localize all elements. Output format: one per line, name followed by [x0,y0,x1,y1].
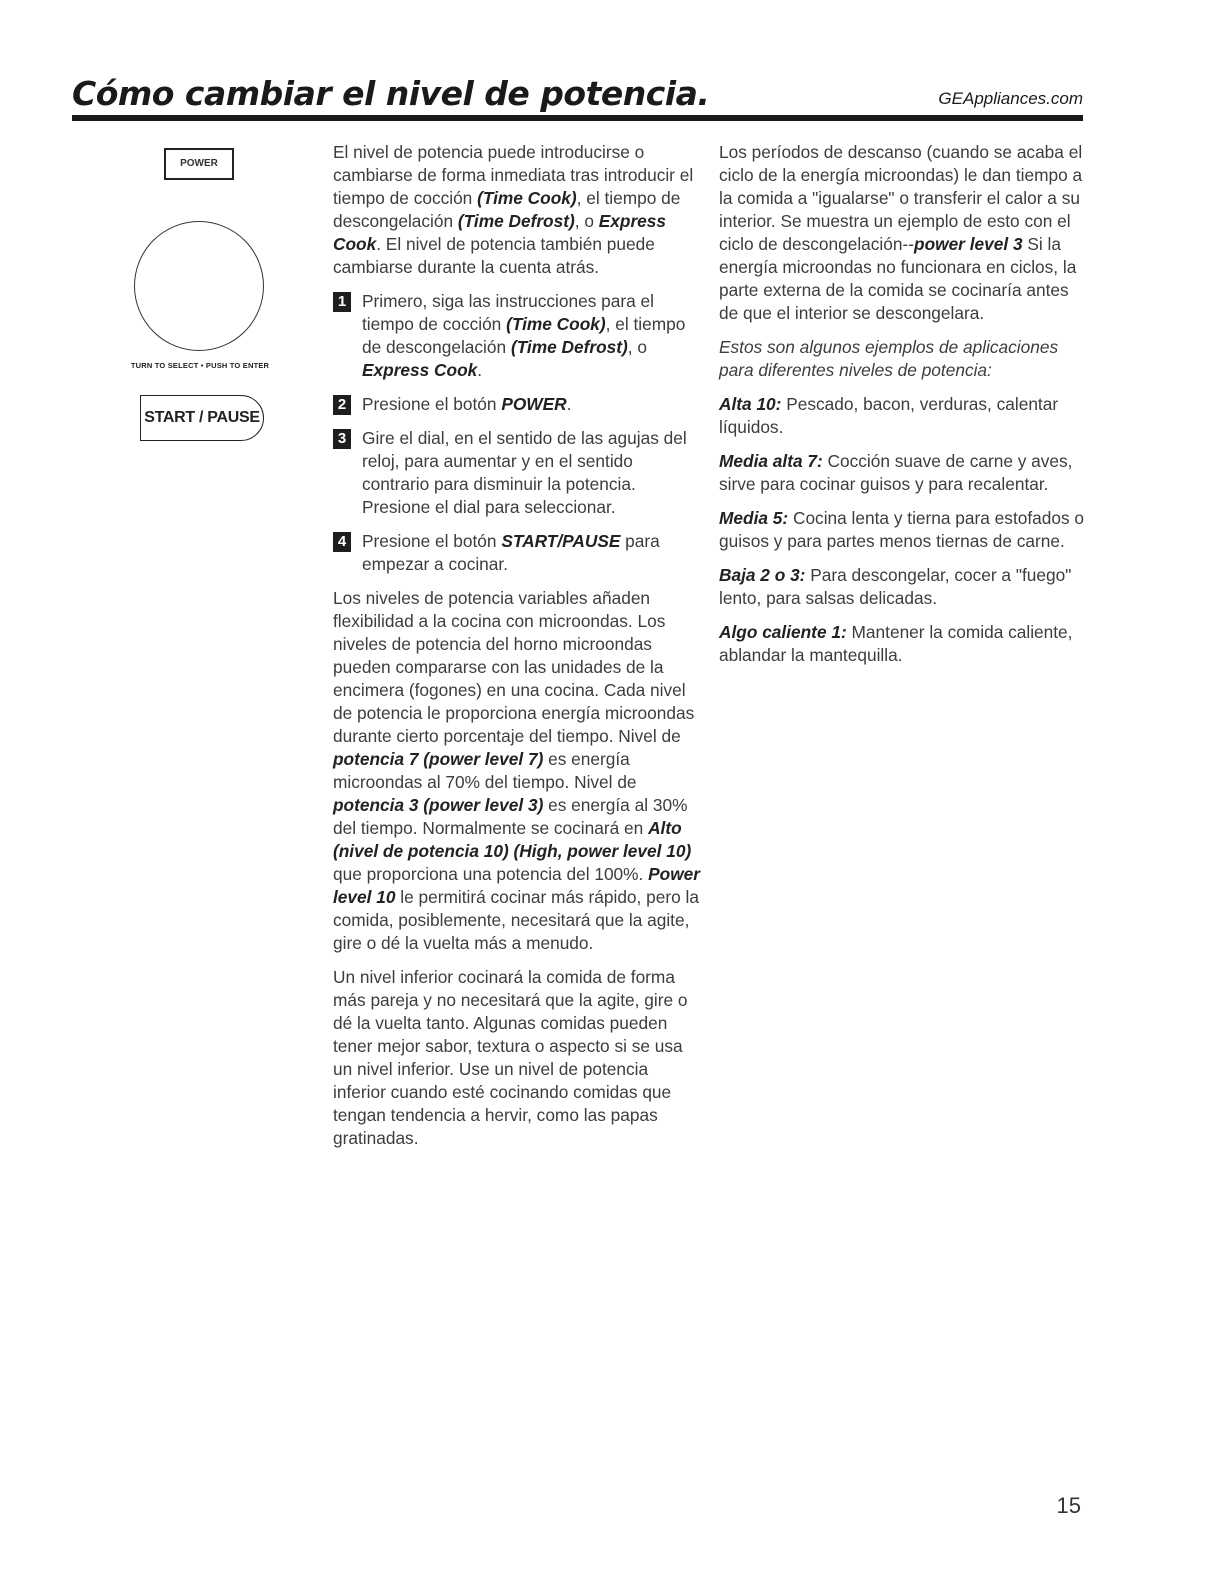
step-number-badge: 3 [333,429,351,449]
control-panel-illustration [115,143,290,453]
step-3: 3 Gire el dial, en el sentido de las agujas del reloj, para aumentar y en el sentido contrario para disminuir la potencia. Presione el dial para seleccionar. [333,427,703,519]
page-title: Cómo cambiar el nivel de potencia. [72,74,710,113]
dial-knob-illustration [134,221,264,351]
intro-paragraph: El nivel de potencia puede introducirse o cambiarse de forma inmediata tras introducir el tiempo de cocción (Time Cook), el tiempo de descongelación (Time Defrost), o Express Cook. El nivel de potencia también puede cambiarse durante la cuenta atrás. [333,142,694,277]
step-4: 4 Presione el botón START/PAUSE para empezar a cocinar. [333,530,703,576]
middle-column [333,141,703,1161]
level-item-media-alta: Media alta 7: Cocción suave de carne y aves, sirve para cocinar guisos y para recalentar. [719,451,1073,494]
variable-levels-paragraph: Los niveles de potencia variables añaden flexibilidad a la cocina con microondas. Los niveles de potencia del horno microondas pueden compararse con las unidades de la encimera (fogones) en una cocina. Cada nivel de potencia le proporciona energía microondas durante cierto porcentaje del tiempo. Nivel de potencia 7 (power level 7) es energía microondas al 70% del tiempo. Nivel de potencia 3 (power level 3) es energía al 30% del tiempo. Normalmente se cocinará en Alto (nivel de potencia 10) (High, power level 10) que proporciona una potencia del 100%. Power level 10 le permitirá cocinar más rápido, pero la comida, posiblemente, necesitará que la agite, gire o dé la vuelta más a menudo. [333,588,701,953]
level-item-alta: Alta 10: Pescado, bacon, verduras, calentar líquidos. [719,394,1059,437]
step-number-badge: 4 [333,532,351,552]
header-divider [72,115,1083,121]
dial-caption: TURN TO SELECT • PUSH TO ENTER [130,361,270,370]
start-pause-button-illustration: START / PAUSE [140,395,264,441]
level-item-algo-caliente: Algo caliente 1: Mantener la comida caliente, ablandar la mantequilla. [719,622,1073,665]
level-item-baja: Baja 2 o 3: Para descongelar, cocer a "fuego" lento, para salsas delicadas. [719,565,1072,608]
right-column [719,141,1089,678]
step-2: 2 Presione el botón POWER. [333,393,703,416]
step-number-badge: 2 [333,395,351,415]
level-item-media: Media 5: Cocina lenta y tierna para estofados o guisos y para partes menos tiernas de carne. [719,508,1085,551]
website-url: GEAppliances.com [938,89,1083,108]
step-number-badge: 1 [333,292,351,312]
rest-periods-paragraph: Los períodos de descanso (cuando se acaba el ciclo de la energía microondas) le dan tiempo a la comida a "igualarse" o transferir el calor a su interior. Se muestra un ejemplo de esto con el ciclo de descongelación--power level 3 Si la energía microondas no funcionara en ciclos, la parte externa de la comida se cocinaría antes de que el interior se descongelara. [719,142,1083,323]
page-number: 15 [1056,1493,1081,1518]
step-1: 1 Primero, siga las instrucciones para el tiempo de cocción (Time Cook), el tiempo de descongelación (Time Defrost), o Express Cook. [333,290,703,382]
power-button-illustration: POWER [164,148,234,180]
lower-level-paragraph: Un nivel inferior cocinará la comida de forma más pareja y no necesitará que la agite, gire o dé la vuelta tanto. Algunas comidas pueden tener mejor sabor, textura o aspecto si se usa un nivel inferior. Use un nivel de potencia inferior cuando esté cocinando comidas que tengan tendencia a hervir, como las papas gratinadas. [333,967,688,1148]
examples-intro: Estos son algunos ejemplos de aplicaciones para diferentes niveles de potencia: [719,337,1059,380]
